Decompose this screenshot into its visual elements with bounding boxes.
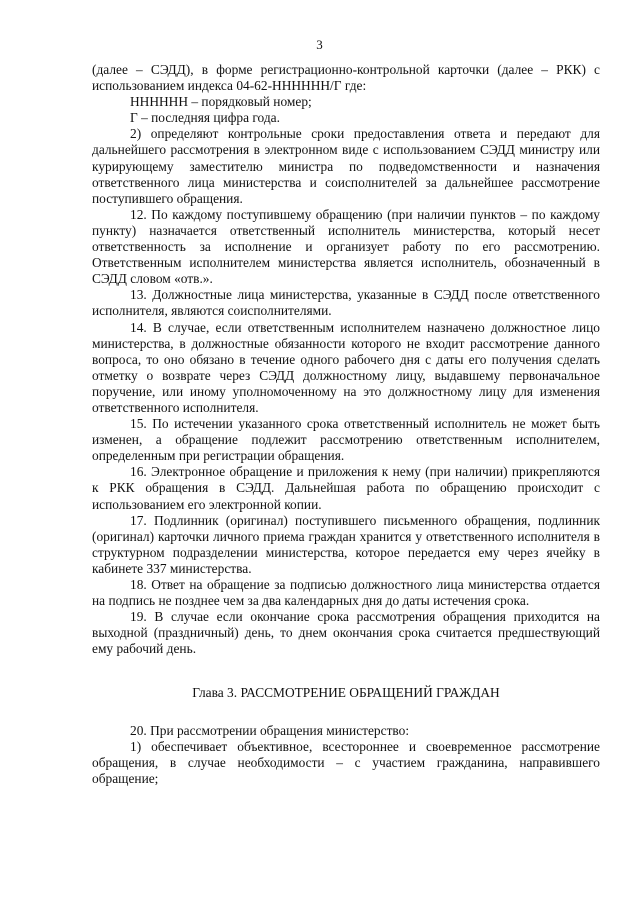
paragraph-15: 15. По истечении указанного срока ответственный исполнитель не может быть изменен, а обращение подлежит рассмотрению ответственным исполнителем, определенным при регистрации обращения. xyxy=(92,416,600,464)
paragraph-index-year: Г – последняя цифра года. xyxy=(130,110,280,126)
paragraph-16: 16. Электронное обращение и приложения к нему (при наличии) прикрепляются к РКК обращения в СЭДД. Дальнейшая работа по обращению происходит с использованием его электронной копии. xyxy=(92,464,600,512)
paragraph-continuation: (далее – СЭДД), в форме регистрационно-контрольной карточки (далее – РКК) с использованием индекса 04-62-НННННН/Г где: xyxy=(92,62,600,94)
spacer xyxy=(92,702,600,723)
page-number: 3 xyxy=(316,37,323,52)
paragraph-item-2: 2) определяют контрольные сроки предоставления ответа и передают для дальнейшего рассмотрения в электронном виде с использованием СЭДД министру или курирующему заместителю министра по подведомственности и назначения ответственного лица министерства и соисполнителей за дальнейшее рассмотрение поступившего обращения. xyxy=(92,126,600,206)
chapter-heading: Глава 3. РАССМОТРЕНИЕ ОБРАЩЕНИЙ ГРАЖДАН xyxy=(192,685,500,701)
paragraph-18: 18. Ответ на обращение за подписью должностного лица министерства отдается на подпись не позднее чем за два календарных дня до даты истечения срока. xyxy=(92,577,600,609)
paragraph-13: 13. Должностные лица министерства, указанные в СЭДД после ответственного исполнителя, являются соисполнителями. xyxy=(92,287,600,319)
paragraph-19: 19. В случае если окончание срока рассмотрения обращения приходится на выходной (праздничный) день, то днем окончания срока считается предшествующий ему рабочий день. xyxy=(92,609,600,657)
paragraph-20: 20. При рассмотрении обращения министерство: xyxy=(130,722,410,738)
document-body xyxy=(92,62,600,787)
paragraph-index-number: НННННН – порядковый номер; xyxy=(130,94,312,110)
paragraph-14: 14. В случае, если ответственным исполнителем назначено должностное лицо министерства, в должностные обязанности которого не входит рассмотрение данного вопроса, то оно обязано в течение одного рабочего дня с даты его получения сделать отметку о возврате через СЭДД должностному лицу, выдавшему первоначальное поручение, или иному уполномоченному на это должностному лицу для изменения ответственного исполнителя. xyxy=(92,319,600,415)
paragraph-12: 12. По каждому поступившему обращению (при наличии пунктов – по каждому пункту) назначается ответственный исполнитель министерства, который несет ответственность за исполнение и организует работу по его рассмотрению. Ответственным исполнителем министерства является исполнитель, обозначенный в СЭДД словом «отв.». xyxy=(92,206,600,287)
paragraph-17: 17. Подлинник (оригинал) поступившего письменного обращения, подлинник (оригинал) карточки личного приема граждан хранится у ответственного исполнителя в структурном подразделении министерства, которое передается ему через ячейку в кабинете 337 министерства. xyxy=(92,512,600,576)
paragraph-20-item-1: 1) обеспечивает объективное, всестороннее и своевременное рассмотрение обращения, в случае необходимости – с участием гражданина, направившего обращение; xyxy=(92,738,600,786)
